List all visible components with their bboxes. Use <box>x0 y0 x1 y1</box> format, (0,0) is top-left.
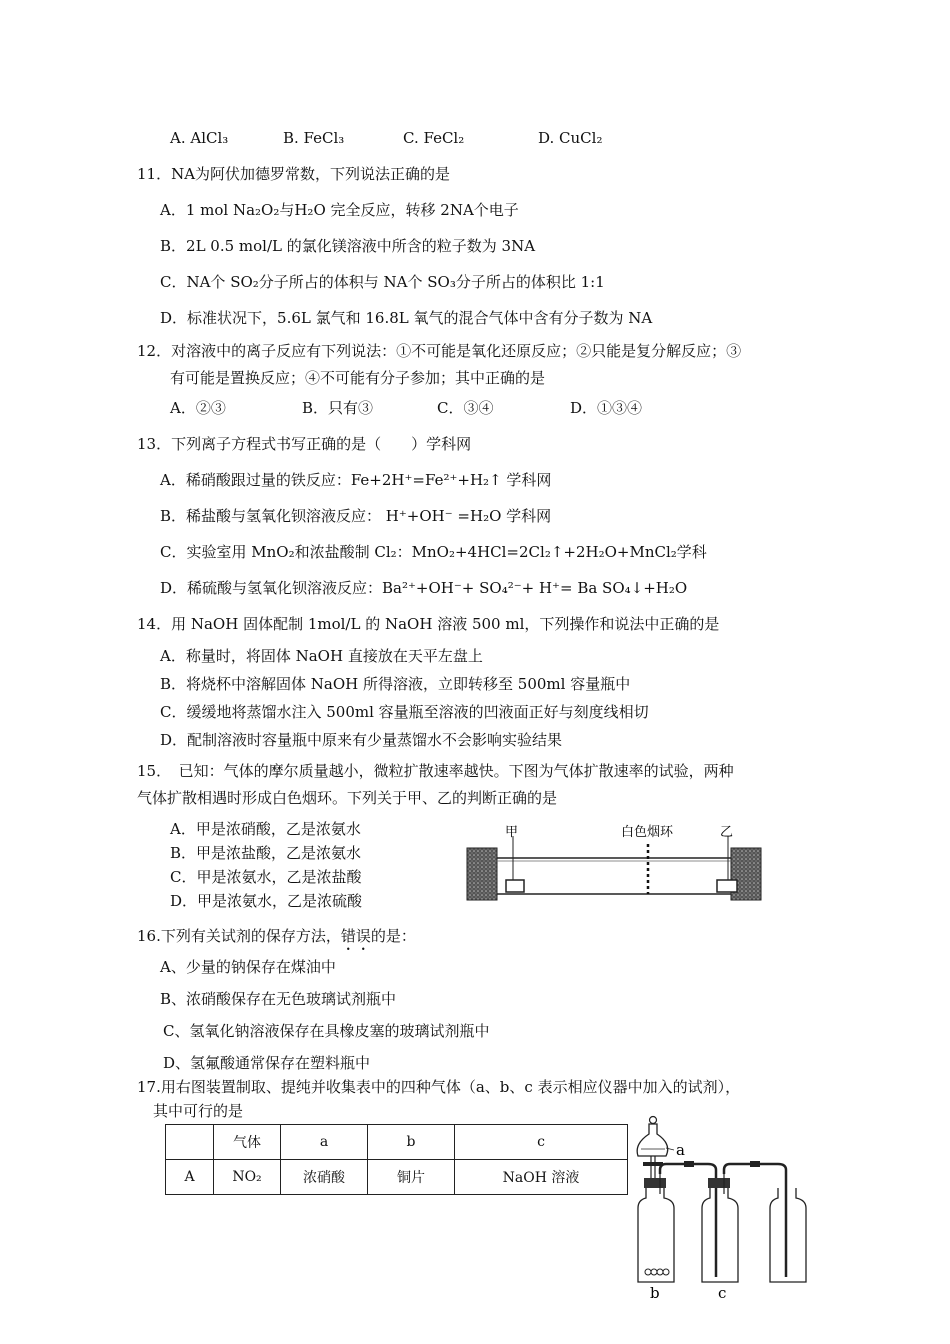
tube-connector <box>750 1161 760 1167</box>
q17-stem-line2: 其中可行的是 <box>153 1102 244 1120</box>
q15-option-d: D．甲是浓氨水，乙是浓硫酸 <box>170 892 363 910</box>
copper-bead <box>663 1269 669 1275</box>
q16-option-c: C、氢氧化钠溶液保存在具橡皮塞的玻璃试剂瓶中 <box>163 1022 490 1040</box>
q17-cell: 铜片 <box>368 1160 455 1195</box>
bottle-c-cap <box>708 1178 730 1188</box>
q17-cell: NO₂ <box>214 1160 281 1195</box>
q10-option-c: C. FeCl₂ <box>403 129 465 147</box>
q12-stem-line1: 12．对溶液中的离子反应有下列说法：①不可能是氧化还原反应；②只能是复分解反应；③ <box>137 342 742 360</box>
q10-option-b: B. FeCl₃ <box>283 129 345 147</box>
q15-stem-line2: 气体扩散相遇时形成白色烟环。下列关于甲、乙的判断正确的是 <box>137 789 558 807</box>
q17-cell: NaOH 溶液 <box>455 1160 628 1195</box>
left-stopper <box>467 848 497 900</box>
q17-cell: 浓硝酸 <box>281 1160 368 1195</box>
q11-option-b: B．2L 0.5 mol/L 的氯化镁溶液中所含的粒子数为 3NA <box>160 237 536 255</box>
q12-option-b: B．只有③ <box>302 399 374 417</box>
q17-table <box>165 1124 628 1195</box>
q15-diffusion-figure <box>465 822 765 904</box>
q15-label-yi: 乙 <box>720 825 734 840</box>
bottle-b-cap <box>644 1178 666 1188</box>
q13-option-c: C．实验室用 MnO₂和浓盐酸制 Cl₂：MnO₂+4HCl=2Cl₂↑+2H₂O+MnCl₂学科 <box>160 543 707 561</box>
funnel-stopper <box>650 1117 657 1124</box>
copper-bead <box>651 1269 657 1275</box>
q12-option-c: C．③④ <box>437 399 494 417</box>
q17-cell: A <box>166 1160 214 1195</box>
q16-stem-post: 的是： <box>370 927 416 945</box>
q11-option-c: C．NA个 SO₂分子所占的体积与 NA个 SO₃分子所占的体积比 1:1 <box>160 273 605 291</box>
q12-option-a: A．②③ <box>170 399 226 417</box>
q17-label-a: a <box>676 1141 685 1159</box>
q14-option-a: A．称量时，将固体 NaOH 直接放在天平左盘上 <box>160 647 483 665</box>
bottle-b <box>638 1188 674 1282</box>
q13-option-d: D．稀硫酸与氢氧化钡溶液反应：Ba²⁺+OH⁻+ SO₄²⁻+ H⁺= Ba SO₄↓+H₂O <box>160 579 688 597</box>
collection-bottle <box>770 1188 806 1282</box>
q14-option-d: D．配制溶液时容量瓶中原来有少量蒸馏水不会影响实验结果 <box>160 731 563 749</box>
yi-cup <box>717 880 737 892</box>
q15-option-b: B．甲是浓盐酸，乙是浓氨水 <box>170 844 362 862</box>
q15-label-jia: 甲 <box>505 825 519 840</box>
q13-stem: 13．下列离子方程式书写正确的是（ ）学科网 <box>137 435 472 453</box>
q15-option-c: C．甲是浓氨水，乙是浓盐酸 <box>170 868 362 886</box>
q17-header-cell: 气体 <box>214 1125 281 1160</box>
q12-stem-line2: 有可能是置换反应；④不可能有分子参加；其中正确的是 <box>170 369 546 387</box>
q16-stem-pre: 16.下列有关试剂的保存方法， <box>137 927 341 945</box>
q16-stem <box>137 926 416 954</box>
tube-c-to-collector <box>724 1164 786 1277</box>
q14-option-b: B．将烧杯中溶解固体 NaOH 所得溶液，立即转移至 500ml 容量瓶中 <box>160 675 631 693</box>
q14-option-c: C．缓缓地将蒸馏水注入 500ml 容量瓶至溶液的凹液面正好与刻度线相切 <box>160 703 649 721</box>
jia-cup <box>506 880 524 892</box>
q10-option-d: D. CuCl₂ <box>538 129 603 147</box>
q10-option-a: A. AlCl₃ <box>170 129 229 147</box>
copper-bead <box>657 1269 663 1275</box>
tube-b-to-c <box>660 1164 716 1277</box>
q17-apparatus-figure <box>628 1112 828 1302</box>
copper-bead <box>645 1269 651 1275</box>
q17-header-cell: a <box>281 1125 368 1160</box>
q11-option-d: D．标准状况下，5.6L 氯气和 16.8L 氧气的混合气体中含有分子数为 NA <box>160 309 653 327</box>
q10-options <box>170 128 602 148</box>
q17-table-row <box>166 1160 628 1195</box>
q16-option-a: A、少量的钠保存在煤油中 <box>160 958 336 976</box>
q17-header-cell <box>166 1125 214 1160</box>
q15-label-smoke-ring: 白色烟环 <box>621 825 674 840</box>
tube-connector <box>684 1161 694 1167</box>
q16-option-d: D、氢氟酸通常保存在塑料瓶中 <box>163 1054 371 1072</box>
q17-label-b: b <box>650 1284 660 1302</box>
q16-option-b: B、浓硝酸保存在无色玻璃试剂瓶中 <box>160 990 397 1008</box>
q17-table-header-row <box>166 1125 628 1160</box>
bottle-c <box>702 1188 738 1282</box>
q12-options <box>170 398 642 418</box>
q13-option-b: B．稀盐酸与氢氧化钡溶液反应： H⁺+OH⁻ =H₂O 学科网 <box>160 507 552 525</box>
q14-stem: 14．用 NaOH 固体配制 1mol/L 的 NaOH 溶液 500 ml，下列操作和说法中正确的是 <box>137 615 720 633</box>
q15-option-a: A．甲是浓硝酸，乙是浓氨水 <box>170 820 361 838</box>
q16-stem-emphasis: 错误 <box>340 927 371 945</box>
q11-stem: 11．NA为阿伏加德罗常数，下列说法正确的是 <box>137 165 451 183</box>
q11-option-a: A．1 mol Na₂O₂与H₂O 完全反应，转移 2NA个电子 <box>160 201 519 219</box>
q15-stem-line1: 15． 已知：气体的摩尔质量越小，微粒扩散速率越快。下图为气体扩散速率的试验，两种 <box>137 762 734 780</box>
q12-option-d: D．①③④ <box>570 399 643 417</box>
q17-stem-line1: 17.用右图装置制取、提纯并收集表中的四种气体（a、b、c 表示相应仪器中加入的试剂）， <box>137 1078 741 1096</box>
q17-header-cell: c <box>455 1125 628 1160</box>
q17-header-cell: b <box>368 1125 455 1160</box>
funnel-body <box>637 1124 668 1156</box>
q13-option-a: A．稀硝酸跟过量的铁反应：Fe+2H⁺=Fe²⁺+H₂↑ 学科网 <box>160 471 552 489</box>
q17-label-c: c <box>718 1284 727 1302</box>
